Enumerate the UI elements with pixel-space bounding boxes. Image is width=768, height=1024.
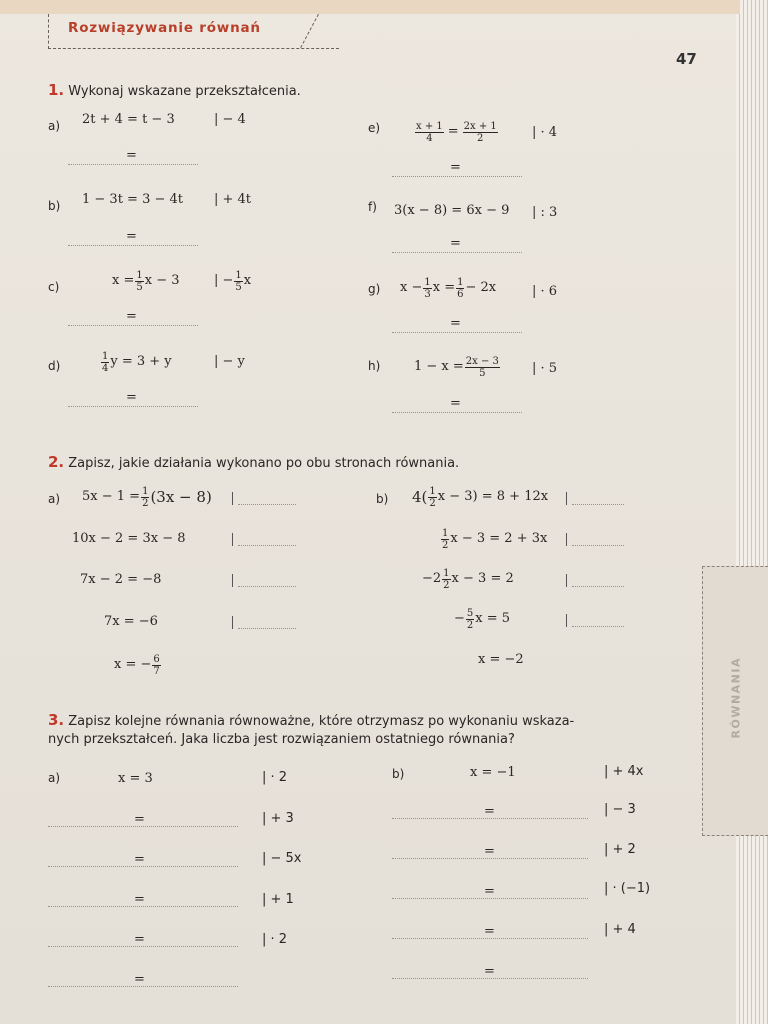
- task2-text: Zapisz, jakie działania wykonano po obu stronach równania.: [68, 456, 460, 471]
- task1-number: 1.: [48, 81, 65, 99]
- task3-b-label: b): [392, 767, 405, 781]
- task1-f-label: f): [368, 200, 377, 214]
- task1-g-answer-line[interactable]: [392, 332, 522, 333]
- task1-h-answer-line[interactable]: [392, 412, 522, 413]
- task1-b-label: b): [48, 199, 61, 213]
- section-title: Rozwiązywanie równań: [68, 20, 261, 36]
- task2-b-bar-1: [566, 492, 567, 505]
- task3-b-op-3: | + 2: [604, 842, 636, 857]
- task1-a-equation: 2t + 4 = t − 3: [82, 112, 175, 127]
- task2-a-answer-2[interactable]: [238, 545, 296, 546]
- task3-a-equals-5: =: [134, 972, 145, 987]
- task2-b-line3: [422, 564, 514, 594]
- task3-heading-line1: [48, 712, 574, 730]
- task1-c-answer-line[interactable]: [68, 325, 198, 326]
- task2-b-answer-4[interactable]: [572, 626, 624, 627]
- task2-a-bar-2: [232, 533, 233, 546]
- task1-g-label: g): [368, 282, 381, 296]
- task1-h-fraction: [465, 356, 500, 379]
- fraction-numerator: 6: [153, 653, 160, 665]
- task1-b-op: | + 4t: [214, 192, 252, 207]
- task1-c-op-fraction: [234, 270, 242, 293]
- fraction-numerator: 1: [442, 527, 449, 539]
- page-number: 47: [676, 50, 697, 68]
- task2-b-bar-3: [566, 574, 567, 587]
- task1-a-answer-line[interactable]: [68, 164, 198, 165]
- task1-d-label: d): [48, 359, 61, 373]
- task2-b-answer-2[interactable]: [572, 545, 624, 546]
- task1-g-fraction2: [456, 277, 464, 300]
- fraction-numerator: 1: [429, 485, 436, 497]
- task1-h-equation: [414, 352, 501, 382]
- task2-a-line2: 10x − 2 = 3x − 8: [72, 531, 186, 546]
- fraction-denominator: 5: [235, 281, 242, 293]
- task2-b-l4-fraction: [466, 608, 474, 631]
- task3-a-op-3: | − 5x: [262, 851, 302, 866]
- task3-b-equals-2: =: [484, 844, 495, 859]
- task2-a-line4: 7x = −6: [104, 614, 158, 629]
- task2-b-bar-2: [566, 533, 567, 546]
- task2-heading: [48, 454, 459, 472]
- fraction-denominator: 4: [426, 132, 433, 144]
- task1-a-label: a): [48, 119, 61, 133]
- task1-b-equation: 1 − 3t = 3 − 4t: [82, 192, 184, 207]
- task3-a-op-5: | · 2: [262, 932, 288, 947]
- task1-e-equation: [414, 116, 499, 148]
- task2-a-l5-pre: x = −: [114, 657, 152, 672]
- task2-b-l1-pre: 4(: [412, 488, 428, 506]
- task1-d-eq-rest: y = 3 + y: [110, 354, 172, 369]
- task1-d-equals: =: [126, 390, 137, 405]
- task2-b-answer-1[interactable]: [572, 504, 624, 505]
- task2-b-line1: [412, 482, 548, 512]
- task1-c-op-post: x: [243, 273, 252, 288]
- task2-b-l1-post: x − 3) = 8 + 12x: [437, 489, 549, 504]
- task1-e-right-fraction: [463, 121, 498, 144]
- fraction-numerator: 1: [102, 350, 109, 362]
- task1-c-equation: [112, 266, 180, 296]
- task1-f-answer-line[interactable]: [392, 252, 522, 253]
- fraction-numerator: 5: [466, 607, 474, 619]
- task3-a-label: a): [48, 771, 61, 785]
- task3-b-equals-5: =: [484, 964, 495, 979]
- task1-b-answer-line[interactable]: [68, 245, 198, 246]
- task1-h-op: | · 5: [532, 361, 558, 376]
- task1-g-equals: =: [450, 316, 461, 331]
- task3-a-op-1: | · 2: [262, 770, 288, 785]
- task2-b-l4-post: x = 5: [475, 611, 511, 626]
- task1-c-fraction: [135, 270, 143, 293]
- task3-a-equals-2: =: [134, 852, 145, 867]
- task2-number: 2.: [48, 453, 65, 471]
- task1-e-equals: =: [450, 160, 461, 175]
- task2-a-bar-3: [232, 574, 233, 587]
- task1-f-op: | : 3: [532, 205, 558, 220]
- fraction-denominator: 5: [136, 281, 143, 293]
- fraction-numerator: x + 1: [416, 120, 443, 132]
- task3-b-op-1: | + 4x: [604, 764, 644, 779]
- task3-b-start: x = −1: [470, 765, 516, 780]
- task1-c-op-pre: | −: [214, 273, 234, 288]
- task2-b-line2: [440, 524, 547, 554]
- task1-g-eq-post: − 2x: [465, 280, 497, 295]
- task1-g-equation: [400, 273, 496, 303]
- task2-b-l1-fraction: [428, 486, 436, 509]
- fraction-denominator: 2: [443, 579, 450, 591]
- task3-b-equals-3: =: [484, 884, 495, 899]
- task1-a-equals: =: [126, 148, 137, 163]
- task2-a-l1-fraction: [141, 486, 149, 509]
- task3-a-op-4: | + 1: [262, 892, 294, 907]
- task1-h-equals: =: [450, 396, 461, 411]
- task1-f-equals: =: [450, 236, 461, 251]
- task3-text-line2: nych przekształceń. Jaka liczba jest rozwiązaniem ostatniego równania?: [48, 732, 515, 747]
- task2-a-line1: [82, 482, 212, 512]
- task3-b-op-5: | + 4: [604, 922, 636, 937]
- task1-h-eq-pre: 1 − x =: [414, 359, 464, 374]
- task1-g-op: | · 6: [532, 284, 558, 299]
- task1-h-label: h): [368, 359, 381, 373]
- task1-d-equation: [100, 347, 172, 377]
- fraction-denominator: 3: [424, 288, 431, 300]
- task2-b-line5: x = −2: [478, 652, 524, 667]
- task1-heading: [48, 82, 301, 100]
- fraction-numerator: 2x − 3: [465, 355, 499, 367]
- task2-b-l2-post: x − 3 = 2 + 3x: [450, 531, 548, 546]
- fraction-numerator: 1: [443, 567, 450, 579]
- fraction-numerator: 1: [235, 269, 242, 281]
- task2-a-answer-3[interactable]: [238, 586, 296, 587]
- task3-a-equals-4: =: [134, 932, 145, 947]
- task2-b-l2-fraction: [441, 528, 449, 551]
- task3-text-line1: Zapisz kolejne równania równoważne, które otrzymasz po wykonaniu wskaza-: [68, 714, 575, 729]
- task1-f-equation: 3(x − 8) = 6x − 9: [394, 203, 510, 218]
- fraction-denominator: 2: [466, 619, 474, 631]
- task2-a-line5: [114, 650, 162, 680]
- task1-e-left-fraction: [415, 121, 444, 144]
- fraction-numerator: 1: [424, 276, 431, 288]
- task1-g-eq-pre: x −: [400, 280, 423, 295]
- task1-c-equals: =: [126, 309, 137, 324]
- task2-b-bar-4: [566, 614, 567, 627]
- task2-b-l3-pre: −2: [422, 571, 442, 586]
- task2-b-label: b): [376, 492, 389, 506]
- fraction-denominator: 2: [477, 132, 484, 144]
- task1-c-eq-rest: x − 3: [144, 273, 180, 288]
- task2-a-l5-fraction: [152, 654, 160, 677]
- task2-a-l1-post: (3x − 8): [150, 488, 212, 506]
- task1-e-eq: =: [447, 124, 459, 139]
- fraction-numerator: 1: [142, 485, 149, 497]
- task3-a-start: x = 3: [118, 771, 153, 786]
- header-band: [0, 0, 740, 14]
- task2-a-line3: 7x − 2 = −8: [80, 572, 162, 587]
- task2-a-bar-1: [232, 492, 233, 505]
- fraction-denominator: 5: [479, 367, 486, 379]
- task1-a-op: | − 4: [214, 112, 246, 127]
- task3-number: 3.: [48, 711, 65, 729]
- task3-b-op-4: | · (−1): [604, 881, 651, 896]
- task2-b-line4: [454, 604, 510, 634]
- task1-text: Wykonaj wskazane przekształcenia.: [68, 84, 301, 99]
- task1-d-op: | − y: [214, 354, 245, 369]
- fraction-numerator: 2x + 1: [463, 120, 497, 132]
- task1-e-label: e): [368, 121, 381, 135]
- fraction-denominator: 2: [142, 497, 149, 509]
- task1-g-fraction1: [423, 277, 431, 300]
- task2-a-label: a): [48, 492, 61, 506]
- task1-c-op: [214, 266, 251, 296]
- fraction-denominator: 2: [442, 539, 449, 551]
- task1-e-op: | · 4: [532, 125, 558, 140]
- task2-a-answer-1[interactable]: [238, 504, 296, 505]
- task2-b-l3-fraction: [442, 568, 450, 591]
- task3-b-op-2: | − 3: [604, 802, 636, 817]
- task3-a-equals-3: =: [134, 892, 145, 907]
- fraction-denominator: 4: [102, 362, 109, 374]
- task3-a-equals-1: =: [134, 812, 145, 827]
- task3-a-op-2: | + 3: [262, 811, 294, 826]
- task1-c-label: c): [48, 280, 60, 294]
- task1-d-answer-line[interactable]: [68, 406, 198, 407]
- fraction-numerator: 1: [136, 269, 143, 281]
- page-stack-edge: [736, 0, 768, 1024]
- task1-b-equals: =: [126, 229, 137, 244]
- side-tab-label: RÓWNANIA: [729, 657, 743, 739]
- task2-b-answer-3[interactable]: [572, 586, 624, 587]
- task1-e-answer-line[interactable]: [392, 176, 522, 177]
- task3-b-equals-4: =: [484, 924, 495, 939]
- task1-g-eq-mid: x =: [432, 280, 456, 295]
- task2-a-bar-4: [232, 616, 233, 629]
- task3-b-equals-1: =: [484, 804, 495, 819]
- task2-b-l4-pre: −: [454, 611, 465, 626]
- task2-a-l1-pre: 5x − 1 =: [82, 489, 141, 504]
- fraction-denominator: 7: [153, 665, 160, 677]
- task1-c-eq-x: x =: [112, 273, 135, 288]
- fraction-denominator: 6: [457, 288, 464, 300]
- task1-d-fraction: [101, 351, 109, 374]
- task2-b-l3-post: x − 3 = 2: [451, 571, 514, 586]
- fraction-denominator: 2: [429, 497, 436, 509]
- task2-a-answer-4[interactable]: [238, 628, 296, 629]
- fraction-numerator: 1: [457, 276, 464, 288]
